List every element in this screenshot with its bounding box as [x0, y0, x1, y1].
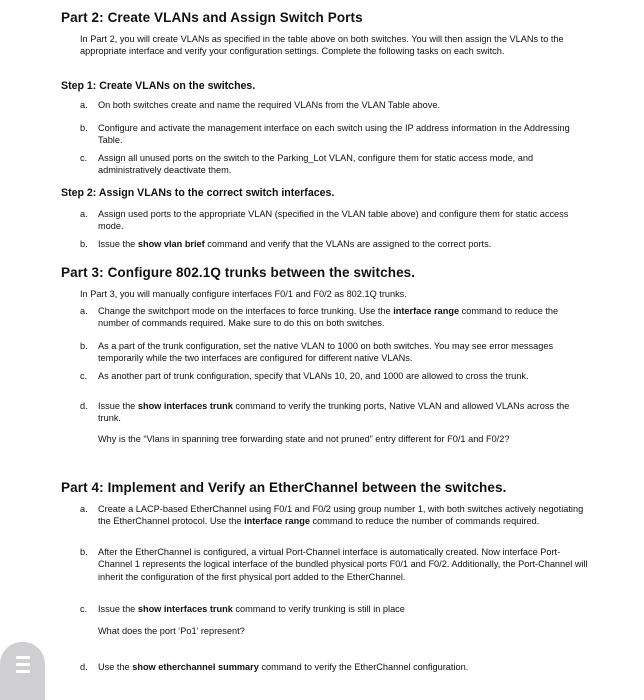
- item-marker: b.: [80, 239, 88, 249]
- command-text: show interfaces trunk: [137, 604, 233, 614]
- hamburger-icon: [16, 656, 30, 677]
- item-text: On both switches create and name the required VLANs from the VLAN Table above.: [98, 100, 440, 110]
- item-marker: a.: [80, 504, 88, 514]
- part2-heading: Part 2: Create VLANs and Assign Switch Ports: [61, 10, 363, 25]
- part4-item-b: [80, 546, 590, 583]
- step1-item-c: [80, 152, 590, 177]
- item-text: As a part of the trunk configuration, set the native VLAN to 1000 on both switches. You may see error messages temporarily while the two interfaces are configured for different native VLANs.: [98, 341, 554, 364]
- item-marker: a.: [80, 209, 88, 219]
- step1-item-a: [80, 99, 590, 111]
- part3-item-a: [80, 305, 590, 330]
- command-text: show vlan brief: [137, 239, 205, 249]
- item-marker: d.: [80, 662, 88, 672]
- item-marker: a.: [80, 100, 88, 110]
- item-text: After the EtherChannel is configured, a virtual Port-Channel interface is automatically created. Now interface Port-Channel 1 represents the logical interface of the bundled physical ports F0/1 and F0/2. Additionally, the Port-Channel will inherit the configuration of the first physical port added to the EtherChannel.: [98, 547, 588, 582]
- item-text: Issue the show interfaces trunk command to verify the trunking ports, Native VLAN and allowed VLANs across the trunk.: [98, 401, 570, 424]
- item-text: Change the switchport mode on the interfaces to force trunking. Use the interface range command to reduce the number of commands required. Make sure to do this on both switches.: [98, 306, 559, 329]
- command-text: interface range: [244, 516, 310, 527]
- part3-item-c: [80, 370, 590, 382]
- item-text: Assign used ports to the appropriate VLAN (specified in the VLAN table above) and configure them for static access mode.: [98, 209, 569, 232]
- command-text: show etherchannel summary: [132, 662, 259, 672]
- item-marker: c.: [80, 604, 88, 614]
- part3-item-b: [80, 340, 590, 365]
- item-text: Issue the show vlan brief command and verify that the VLANs are assigned to the correct ports.: [98, 239, 492, 249]
- part3-item-d: [80, 400, 590, 425]
- item-marker: a.: [80, 306, 88, 316]
- command-text: show interfaces trunk: [137, 401, 233, 411]
- step2-item-a: [80, 208, 590, 233]
- step1-heading: Step 1: Create VLANs on the switches.: [61, 80, 256, 92]
- part2-intro: In Part 2, you will create VLANs as specified in the table above on both switches. You will then assign the VLANs to the appropriate interface and verify your configuration settings. Complete the following tasks on each switch.: [80, 34, 564, 57]
- item-marker: b.: [80, 547, 88, 557]
- part4-heading: Part 4: Implement and Verify an EtherChannel between the switches.: [61, 480, 507, 495]
- item-text: Issue the show interfaces trunk command to verify trunking is still in place: [98, 604, 405, 614]
- part4-item-d: [80, 661, 590, 673]
- command-text: interface range: [393, 306, 460, 316]
- part4-item-a: [80, 503, 590, 528]
- part3-question: Why is the “Vlans in spanning tree forwarding state and not pruned” entry different for F0/1 and F0/2?: [98, 434, 510, 444]
- item-text: Use the show etherchannel summary command to verify the EtherChannel configuration.: [98, 662, 469, 672]
- part3-intro: In Part 3, you will manually configure interfaces F0/1 and F0/2 as 802.1Q trunks.: [80, 289, 407, 299]
- item-marker: c.: [80, 153, 88, 163]
- step2-heading: Step 2: Assign VLANs to the correct switch interfaces.: [61, 187, 335, 199]
- item-marker: b.: [80, 341, 88, 351]
- part4-item-c: [80, 603, 590, 615]
- part3-heading: Part 3: Configure 802.1Q trunks between the switches.: [61, 265, 416, 280]
- item-marker: c.: [80, 371, 88, 381]
- step1-item-b: [80, 122, 590, 147]
- item-marker: d.: [80, 401, 88, 411]
- step2-item-b: [80, 238, 590, 250]
- item-text: Create a LACP-based EtherChannel using F0/1 and F0/2 using group number 1, with both switches actively negotiating the EtherChannel protocol. Use the interface range command to reduce the number of commands required.: [98, 504, 584, 527]
- part4-question: What does the port ‘Po1’ represent?: [98, 626, 245, 636]
- item-text: Configure and activate the management interface on each switch using the IP address information in the Addressing Table.: [98, 123, 570, 146]
- item-marker: b.: [80, 123, 88, 133]
- item-text: As another part of trunk configuration, specify that VLANs 10, 20, and 1000 are allowed to cross the trunk.: [98, 371, 529, 381]
- menu-handle-button[interactable]: [0, 642, 45, 700]
- item-text: Assign all unused ports on the switch to the Parking_Lot VLAN, configure them for static access mode, and administratively deactivate them.: [98, 153, 534, 176]
